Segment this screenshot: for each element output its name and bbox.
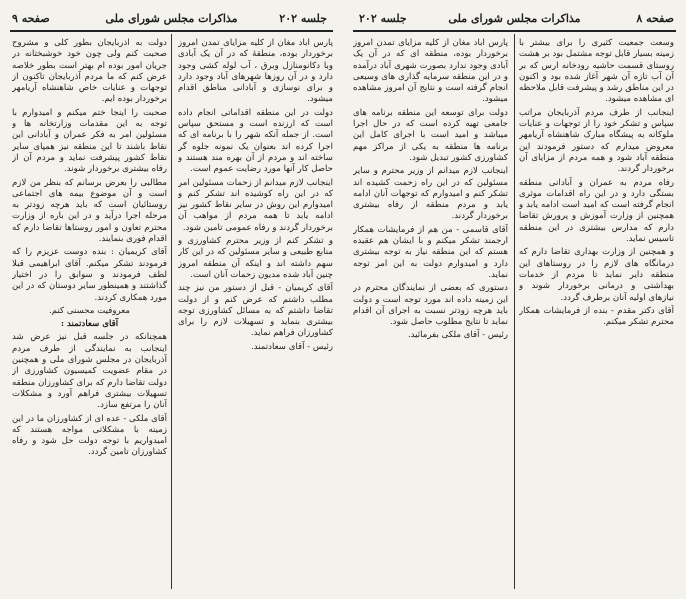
right-page-right-column [519,38,674,586]
paragraph: دستوری که بعضی از نمایندگان محترم در این زمینه داده اند مورد توجه است و دولت باید هرچه زودتر نسبت به اجرای آن اقدام نماید تا نتایج مطلوب حاصل شود. [353,283,508,328]
right-page-session: جلسه ۲۰۲ [359,12,407,25]
paragraph: آقای ملکی - عده ای از کشاورزان ما در این زمینه با مشکلاتی مواجه هستند که امیدواریم با توجه دولت حل شود و رفاه کشاورزان تامین گردد. [12,413,167,458]
left-page-number: صفحه ۹ [12,12,50,25]
left-page-header [10,8,333,30]
paragraph: دولت در این منطقه اقداماتی انجام داده است که ارزنده است و مستحق سپاس است. از جمله آنکه شهر را با برنامه ای که اجرا کرده اند بعنوان یک نمونه جلوه گر ساخته اند و مردم از آن بهره مند هستند و حاصل کار آنها مورد رضایت عموم است. [178,107,333,175]
paragraph: همچنانکه در جلسه قبل نیز عرض شد اینجانب به نمایندگی از طرف مردم آذربایجان در مجلس شورای ملی و همچنین در مقام عضویت کمیسیون کشاورزی از دولت تقاضا دارم که برای کشاورزان منطقه تسهیلات بیشتری فراهم آورد و مشکلات آنان را مرتفع سازد. [12,332,167,411]
paragraph: و همچنین از وزارت بهداری تقاضا دارم که درمانگاه های لازم را در روستاهای این منطقه دایر نماید تا مردم از خدمات بهداشتی و درمانی برخوردار شوند و نیازهای اولیه آنان برطرف گردد. [519,247,674,303]
paragraph: وسعت جمعیت کثیری را برای بیشتر با زمینه بسیار قابل توجه مشتمل بود بر هشت روستای قسمت حاشیه رودخانه ارس که بر آن آب تازه آن شهر آغاز شده بود و اکنون در این مناطق رشد و پیشرفت قابل ملاحظه ای مشاهده میشود. [519,38,674,105]
right-page-title: مذاکرات مجلس شورای ملی [448,12,581,25]
paragraph: پارس آباد مغان از کلیه مزایای تمدن امروز برخوردار بوده، منطقه ای که در آن یک آبادی وجود ندارد بصورت شهری آباد درآمده و در این منطقه سرمایه گذاری های وسیعی انجام گرفته است و نتایج آن امروز مشاهده میشود. [353,38,508,105]
left-page-title: مذاکرات مجلس شورای ملی [105,12,238,25]
paragraph: مطالبی را بعرض برسانم که بنظر من لازم است و آن موضوع بیمه های اجتماعی روستائیان است که باید هرچه زودتر به مرحله اجرا درآید و در این باره از وزارت محترم تعاون و امور روستاها تقاضا دارم که اقدام فوری بنمایند. [12,177,167,245]
right-column-divider [514,34,515,589]
left-page-session: جلسه ۲۰۲ [279,12,327,25]
speaker-heading: آقای سعادتمند : [60,319,119,330]
paragraph: رئیس - آقای سعادتمند. [250,341,333,352]
paragraph: اینجانب لازم میدانم از وزیر محترم و سایر مسئولین که در این راه زحمت کشیده اند تشکر کنم و امیدوارم که توجهات آنان ادامه یابد و مردم منطقه از رفاه بیشتری برخوردار گردند. [353,166,508,222]
paragraph: و تشکر کنم از وزیر محترم کشاورزی و منابع طبیعی و سایر مسئولین که در این کار سهم داشته اند و اینکه آن منطقه امروز چنین آباد شده مدیون زحمات آنان است. [178,236,333,280]
paragraph: آقای قاسمی - من هم از فرمایشات همکار ارجمند تشکر میکنم و با ایشان هم عقیده هستم که این منطقه نیاز به توجه بیشتری دارد و امیدوارم دولت به این امر توجه نماید. [353,224,508,280]
paragraph: اینجانب از طرف مردم آذربایجان مراتب سپاس و تشکر خود را از توجهات و عنایات ملوکانه به پیشگاه مبارک شاهنشاه آریامهر معروض میدارم که دستور فرمودند این منطقه آباد شود و همه مردم از مزایای آن برخوردار گردند. [519,107,674,175]
right-page [343,0,686,599]
paragraph: رئیس - آقای ملکی بفرمائید. [407,330,508,341]
left-column-divider [171,34,172,589]
right-header-rule [353,30,676,32]
paragraph: اینجانب لازم میدانم از زحمات مسئولین امر که در این راه کوشیده اند تشکر کنم و امیدوارم این روش در سایر نقاط کشور نیز ادامه یابد تا همه مردم از مواهب آن برخوردار گردند و رفاه عمومی تامین شود. [178,177,333,233]
paragraph: آقای دکتر مقدم - بنده از فرمایشات همکار محترم تشکر میکنم. [519,305,674,328]
paragraph: رفاه مردم به عمران و آبادانی منطقه بستگی دارد و در این راه اقدامات موثری انجام گرفته است که امید است ادامه یابد و همچنین از وزارت آموزش و پرورش تقاضا دارم که مدارس بیشتری در این منطقه تاسیس نماید. [519,177,674,245]
paragraph: آقای کریمیان : بنده دوست عزیزم را که فرمودند تشکر میکنم. آقای ابراهیمی قبلا لطف فرمودند و سوابق را در اختیار گذاشتند و همینطور سایر دوستان که در این مورد همکاری کردند. [12,247,167,303]
left-page-right-column [178,38,333,586]
left-page-left-column [12,38,167,586]
right-page-header [353,8,676,30]
right-page-left-column [353,38,508,586]
paragraph: پارس آباد مغان از کلیه مزایای تمدن امروز برخوردار بوده، منطقهٔ که در آن یک آبادی وبا دکانومنازل وبرق ، آب لوله کشی وجود دارد و در آن روزها شهرهای آباد وجود دارد و برای نوسازی و آبادانی مناطق اقدام میشود. [178,38,333,105]
right-page-number: صفحه ۸ [636,12,674,25]
paragraph: دولت برای توسعه این منطقه برنامه های جامعی تهیه کرده است که در حال اجرا میباشد و امید است با اجرای کامل این برنامه ها منطقه به یکی از مراکز مهم کشاورزی کشور تبدیل شود. [353,107,508,163]
paragraph: آقای کریمیان - قبل از دستور من نیز چند مطلب داشتم که عرض کنم و از دولت تقاضا داشتم که به مسائل کشاورزی توجه بیشتری بنماید و تسهیلات لازم را برای کشاورزان فراهم نماید. [178,283,333,339]
paragraph: دولت به آذربایجان بطور کلی و مشروح صحبت کنم ولی چون خود خوشبختانه در جریان امور بوده ام بهتر است بطور خلاصه عرض کنم که ما مردم آذربایجان تاکنون از توجهات و عنایات خاص شاهنشاه آریامهر برخوردار بوده ایم. [12,38,167,105]
paragraph: معروفیت محسنی کنم. [49,305,130,316]
left-header-rule [10,30,333,32]
paragraph: صحبت را اینجا ختم میکنم و امیدوارم با توجه به این مقدمات وزارتخانه ها و مسئولین امر به فکر عمران و آبادانی این نقاط باشند تا این منطقه نیز همپای سایر نقاط کشور پیشرفت نماید و مردم آن از رفاه بیشتری برخوردار شوند. [12,107,167,175]
